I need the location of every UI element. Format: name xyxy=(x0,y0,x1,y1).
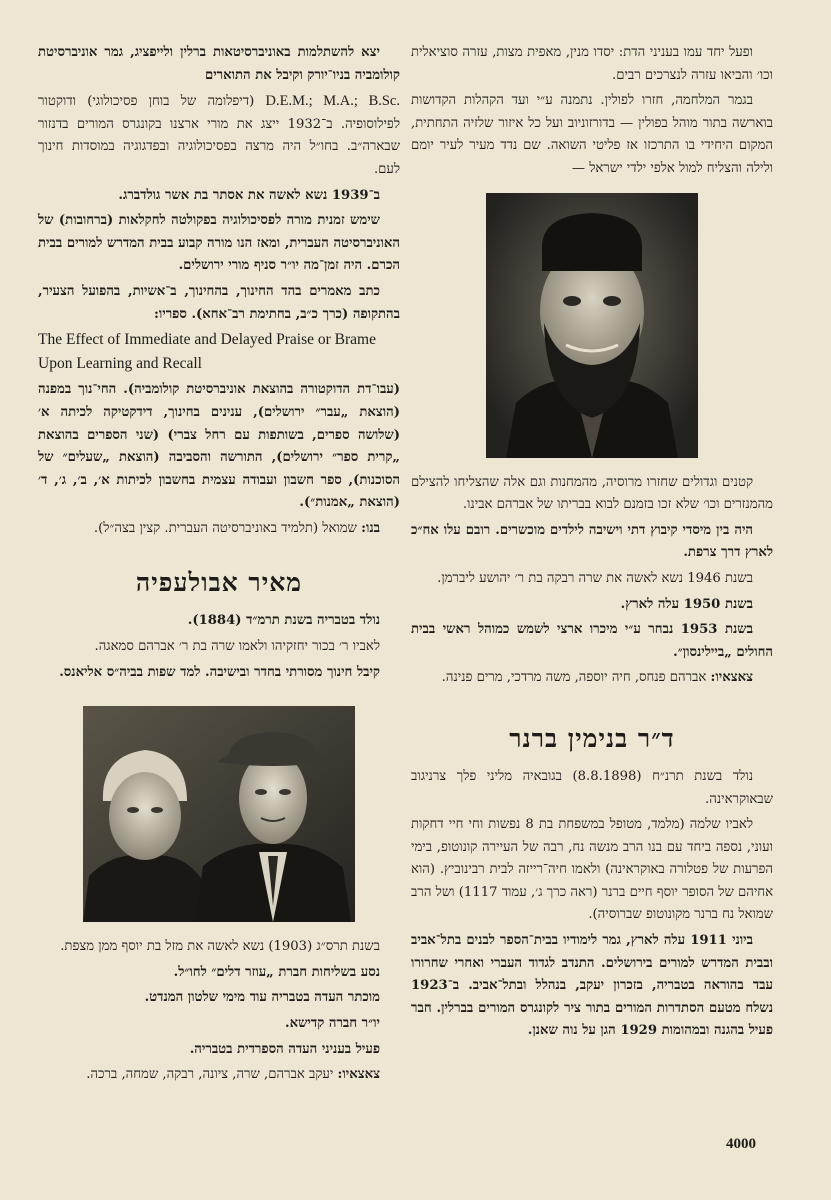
paragraph: לאביו ר׳ בכור יחזקיהו ולאמו שרה בת ר׳ אברהם סמאגה. xyxy=(94,639,380,655)
paragraph: פעיל בעניני העדה הספרדית בטבריה. xyxy=(189,1041,380,1057)
paragraph: שימש זמנית מורה לפסיכולוגיה בפקולטה לחקלאות (ברחובות) של האוניברסיטה העברית, ומאז הנו מורה קבוע בבית המדרש למורים בבית הכרם. היה זמן־מה יו״ר סניף מורי ירושלים. xyxy=(38,213,400,274)
portrait-image xyxy=(486,193,698,458)
section-title: מאיר אבולעפיה xyxy=(135,568,303,598)
left-column xyxy=(38,42,400,1090)
book-title-english: The Effect of Immediate and Delayed Praise or Brame Upon Learning and Recall xyxy=(38,331,376,372)
paragraph: קיבל חינוך מסורתי בחדר ובישיבה. למד שפות בביה״ס אליאנס. xyxy=(59,664,380,680)
page-number: 4000 xyxy=(726,1136,756,1152)
couple-image xyxy=(83,706,355,922)
paragraph: יצא להשתלמות באוניברסיטאות ברלין ולייפציג, גמר אוניברסיטת קולומביה בניו־יורק וקיבל את התוארים xyxy=(38,45,400,83)
paragraph: נולד בטבריה בשנת תרמ״ד (1884). xyxy=(187,613,380,629)
paragraph: (עבו־דת הדוקטורה בהוצאת אוניברסיטת קולומביה). החי־נוך במפנה (הוצאת „עבר״ ירושלים), ענינים בחינוך, דידקטיקה לכיתה א׳ (שלושה ספרים, בשותפות עם רחל צברי) (שני הספרים בהוצאת „קרית ספר״ ירושלים), התורשה והסביבה (הוצאת „שעלים״ של הסוכנות), ספר חשבון ועבודה עצמית בחשבון לכיתות א׳, ב׳, ג׳, ד׳ (הוצאת „אמנות״). xyxy=(38,382,400,511)
son-label: בנו: xyxy=(361,520,380,536)
paragraph: ביוני 1911 עלה לארץ, גמר לימודיו בבית־הספר לבנים בתל־אביב ובבית המדרש למורים בירושלים. התנדב לגדוד העברי ואחרי שחרורו עבד בהוראה בטבריה, בזכרון יעקב, בנהלל ובתל־אביב. ב־1923 נשלח מטעם הסתדרות המורים בתור ציר לקונגרס המורים בברלין. חבר פעיל בהגנה ובמהומות 1929 הגן על נוה שאנן. xyxy=(411,933,773,1039)
children-entry xyxy=(411,667,773,690)
paragraph: בשנת 1953 נבחר ע״י מיכרו ארצי לשמש כמוהל ראשי בבית החולים „ביילינסון״. xyxy=(411,622,773,660)
paragraph: קטנים וגדולים שחזרו מרוסיה, מהמחנות וגם אלה שהצליחו להצילם מהמנזרים וכו׳ שלא זכו בזמנם לבוא בבריתו של אברהם אבינו. xyxy=(411,474,773,513)
paragraph: בגמר המלחמה, חזרו לפולין. נתמנה ע״י ועד הקהלות הקדושות בוארשה בתור מוהל בפולין — בדורזוניוב ועל כל איזור שלזיה התחתית, המקום היחידי בו התרכזו אז פליטי השואה. שם נדד מעיר לעיר יומם ולילה והצליח למול אלפי ילדי ישראל — xyxy=(411,93,773,176)
right-column xyxy=(411,42,773,1046)
paragraph: לאביו שלמה (מלמד, מטופל במשפחת בת 8 נפשות וחי חיי דחקות ועוני, נספה ביחד עם בנו הרב מנשה נח, רבה של העיירה קונוטופ, בימי הפרעות של פטלורה באוקראינה) ולאמו חיה־רייזה לבית רבינוביץ. (הוא אחיהם של הסופר יוסף חיים ברנר (ראה כרך ג׳, עמוד 1117) ושל הרב שמואל נח ברנר מקונוטופ שברוסיה). xyxy=(411,817,774,923)
paragraph: בשנת 1946 נשא לאשה את שרה רבקה בת ר׳ יהושע ליברמן. xyxy=(437,570,753,586)
degrees-after: (דיפלומה של בוחן פסיכולוגי) ודוקטור לפילוסופיה. ב־1932 ייצג את מורי ארצנו בקונגרס המורים בדנזור שבארה״ב. בחו״ל היה מרצה בפסיכולוגיה ובפדגוגיה במוסדות חינוך לעם. xyxy=(38,94,400,177)
son-entry xyxy=(38,518,400,541)
son-text: שמואל (תלמיד באוניברסיטה העברית. קצין בצה״ל). xyxy=(93,520,357,536)
paragraph: ב־1939 נשא לאשה את אסתר בת אשר גולדברג. xyxy=(118,187,380,203)
children-entry xyxy=(38,1064,400,1087)
degrees-text: D.E.M.; M.A.; B.Sc. xyxy=(265,93,400,110)
paragraph: יו״ר חברה קדישא. xyxy=(285,1016,380,1032)
children-text: אברהם פנחס, חיה יוספה, משה מרדכי, מרים פנינה. xyxy=(441,670,707,686)
paragraph-degrees xyxy=(38,90,400,181)
children-label: צאצאיו: xyxy=(710,670,753,686)
paragraph: נסע בשליחות חברת „עוזר דלים״ לחו״ל. xyxy=(173,964,380,980)
paragraph: ופעל יחד עמו בעניני הדת: יסדו מנין, מאפית מצות, עזרה סוציאלית וכו׳ והביאו עזרה לנצרכים רבים. xyxy=(411,45,773,83)
paragraph: כתב מאמרים בהד החינוך, בהחינוך, ב־אשיות, בהפועל הצעיר, בהתקופה (כרך כ״ב, בחתימת רב־אחא). ספריו: xyxy=(38,283,400,322)
paragraph: בשנת תרס״ג (1903) נשא לאשה את מזל בת יוסף ממן מצפת. xyxy=(60,939,380,955)
children-label: צאצאיו: xyxy=(337,1067,380,1083)
portrait-photo-bearded-man xyxy=(486,193,698,458)
children-text: יעקב אברהם, שרה, ציונה, רבקה, שמחה, ברכה. xyxy=(86,1067,334,1083)
section-title: ד״ר בנימין ברנר xyxy=(509,723,675,753)
paragraph: נולד בשנת תרנ״ח (8.8.1898) בגובאיה מליני פלך צרניגוב שבאוקראינה. xyxy=(411,768,773,807)
paragraph: בשנת 1950 עלה לארץ. xyxy=(620,596,753,612)
paragraph: מוכתר העדה בטבריה עוד מימי שלטון המנדט. xyxy=(144,990,380,1006)
couple-photo xyxy=(83,706,355,922)
paragraph: היה בין מיסדי קיבוץ דתי וישיבה לילדים מוכשרים. רובם עלו אח״כ לארץ דרך צרפת. xyxy=(411,522,773,561)
